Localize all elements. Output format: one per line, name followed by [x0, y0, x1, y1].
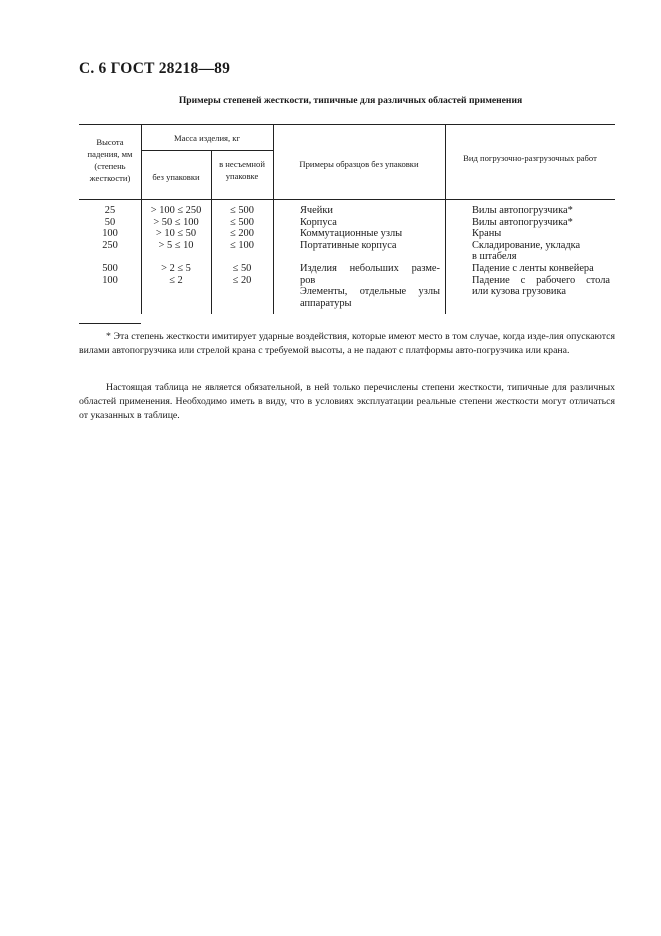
- header-height: Высота падения, мм (степень жесткости): [87, 137, 133, 183]
- table-title-text: Примеры степеней жесткости, типичные для различных областей применения: [178, 95, 523, 106]
- mass-unpacked-value: > 50 ≤ 100: [153, 216, 199, 228]
- header-mass-unpacked: без упаковки: [152, 172, 200, 182]
- header-mass-group: Масса изделия, кг: [173, 133, 240, 143]
- mass-unpacked-value: > 2 ≤ 5: [161, 262, 191, 274]
- header-operations: Вид погрузочно-разгрузочных работ: [463, 153, 597, 163]
- operation-item: Падение с ленты конвейера: [472, 262, 594, 274]
- operation-item: в штабеля: [472, 251, 517, 263]
- mass-unpacked-value: > 10 ≤ 50: [155, 228, 197, 240]
- operation-item: Падение с рабочего стола: [472, 274, 610, 286]
- header-examples: Примеры образцов без упаковки: [299, 159, 419, 169]
- header-bottom-rule: [79, 199, 615, 200]
- operation-item: Вилы автопогрузчика*: [472, 205, 573, 216]
- example-item: Коммутационные узлы: [300, 228, 403, 240]
- example-item: Ячейки: [300, 205, 333, 216]
- height-column: [79, 205, 141, 286]
- row-gap: [300, 251, 440, 263]
- row-gap: [211, 251, 273, 263]
- mass-unpacked-value: ≤ 2: [169, 274, 183, 286]
- col-divider-4: [445, 124, 446, 314]
- examples-column: [300, 205, 440, 309]
- operation-item: Складирование, укладка: [472, 239, 581, 251]
- example-item: аппаратуры: [300, 297, 352, 309]
- row-gap: [79, 251, 141, 263]
- mass-unpacked-value: > 5 ≤ 10: [158, 239, 194, 251]
- mass-unpacked-column: [141, 205, 211, 286]
- height-value: 500: [102, 262, 118, 274]
- height-value: 25: [104, 205, 116, 216]
- mass-packed-value: ≤ 200: [230, 228, 254, 240]
- header-mass-packed: в несъемной упаковке: [219, 159, 265, 181]
- row-gap: [141, 251, 211, 263]
- mass-packed-value: ≤ 500: [230, 205, 254, 216]
- height-value: 250: [102, 239, 118, 251]
- example-item: Корпуса: [300, 216, 337, 228]
- height-value: 50: [104, 216, 116, 228]
- footnote: * Эта степень жесткости имитирует ударные воздействия, которые имеют место в том случае, когда изде-лия опускаются вилами автопогрузчика или стрелой крана с требуемой высоты, а не падают с платформы авто-погрузчика или крана.: [79, 331, 615, 356]
- example-item: Изделия небольших разме-: [300, 262, 440, 274]
- operations-column: [472, 205, 610, 298]
- height-value: 100: [102, 228, 118, 240]
- footnote-rule: [79, 323, 141, 324]
- mass-packed-value: ≤ 500: [230, 216, 254, 228]
- operation-item: Краны: [472, 228, 502, 240]
- example-item: Портативные корпуса: [300, 239, 397, 251]
- height-value: 100: [102, 274, 118, 286]
- col-divider-3: [273, 124, 274, 314]
- page-header: С. 6 ГОСТ 28218—89: [79, 60, 231, 77]
- table-top-rule: [79, 124, 615, 125]
- mass-packed-value: ≤ 20: [232, 274, 252, 286]
- table-title: [0, 95, 661, 106]
- operation-item: или кузова грузовика: [472, 286, 566, 298]
- mass-unpacked-value: > 100 ≤ 250: [150, 205, 202, 216]
- operation-item: Вилы автопогрузчика*: [472, 216, 573, 228]
- mass-packed-column: [211, 205, 273, 286]
- mass-packed-value: ≤ 50: [232, 262, 252, 274]
- example-item: ров: [300, 274, 316, 286]
- mass-packed-value: ≤ 100: [230, 239, 254, 251]
- example-item: Элементы, отдельные узлы: [300, 286, 440, 298]
- mass-subheader-rule: [141, 150, 273, 151]
- table-note: Настоящая таблица не является обязательной, в ней только перечислены степени жесткости, типичные для различных областей применения. Необходимо иметь в виду, что в условиях эксплуатации реальные степени жесткости могут отличаться от указанных в таблице.: [79, 382, 615, 421]
